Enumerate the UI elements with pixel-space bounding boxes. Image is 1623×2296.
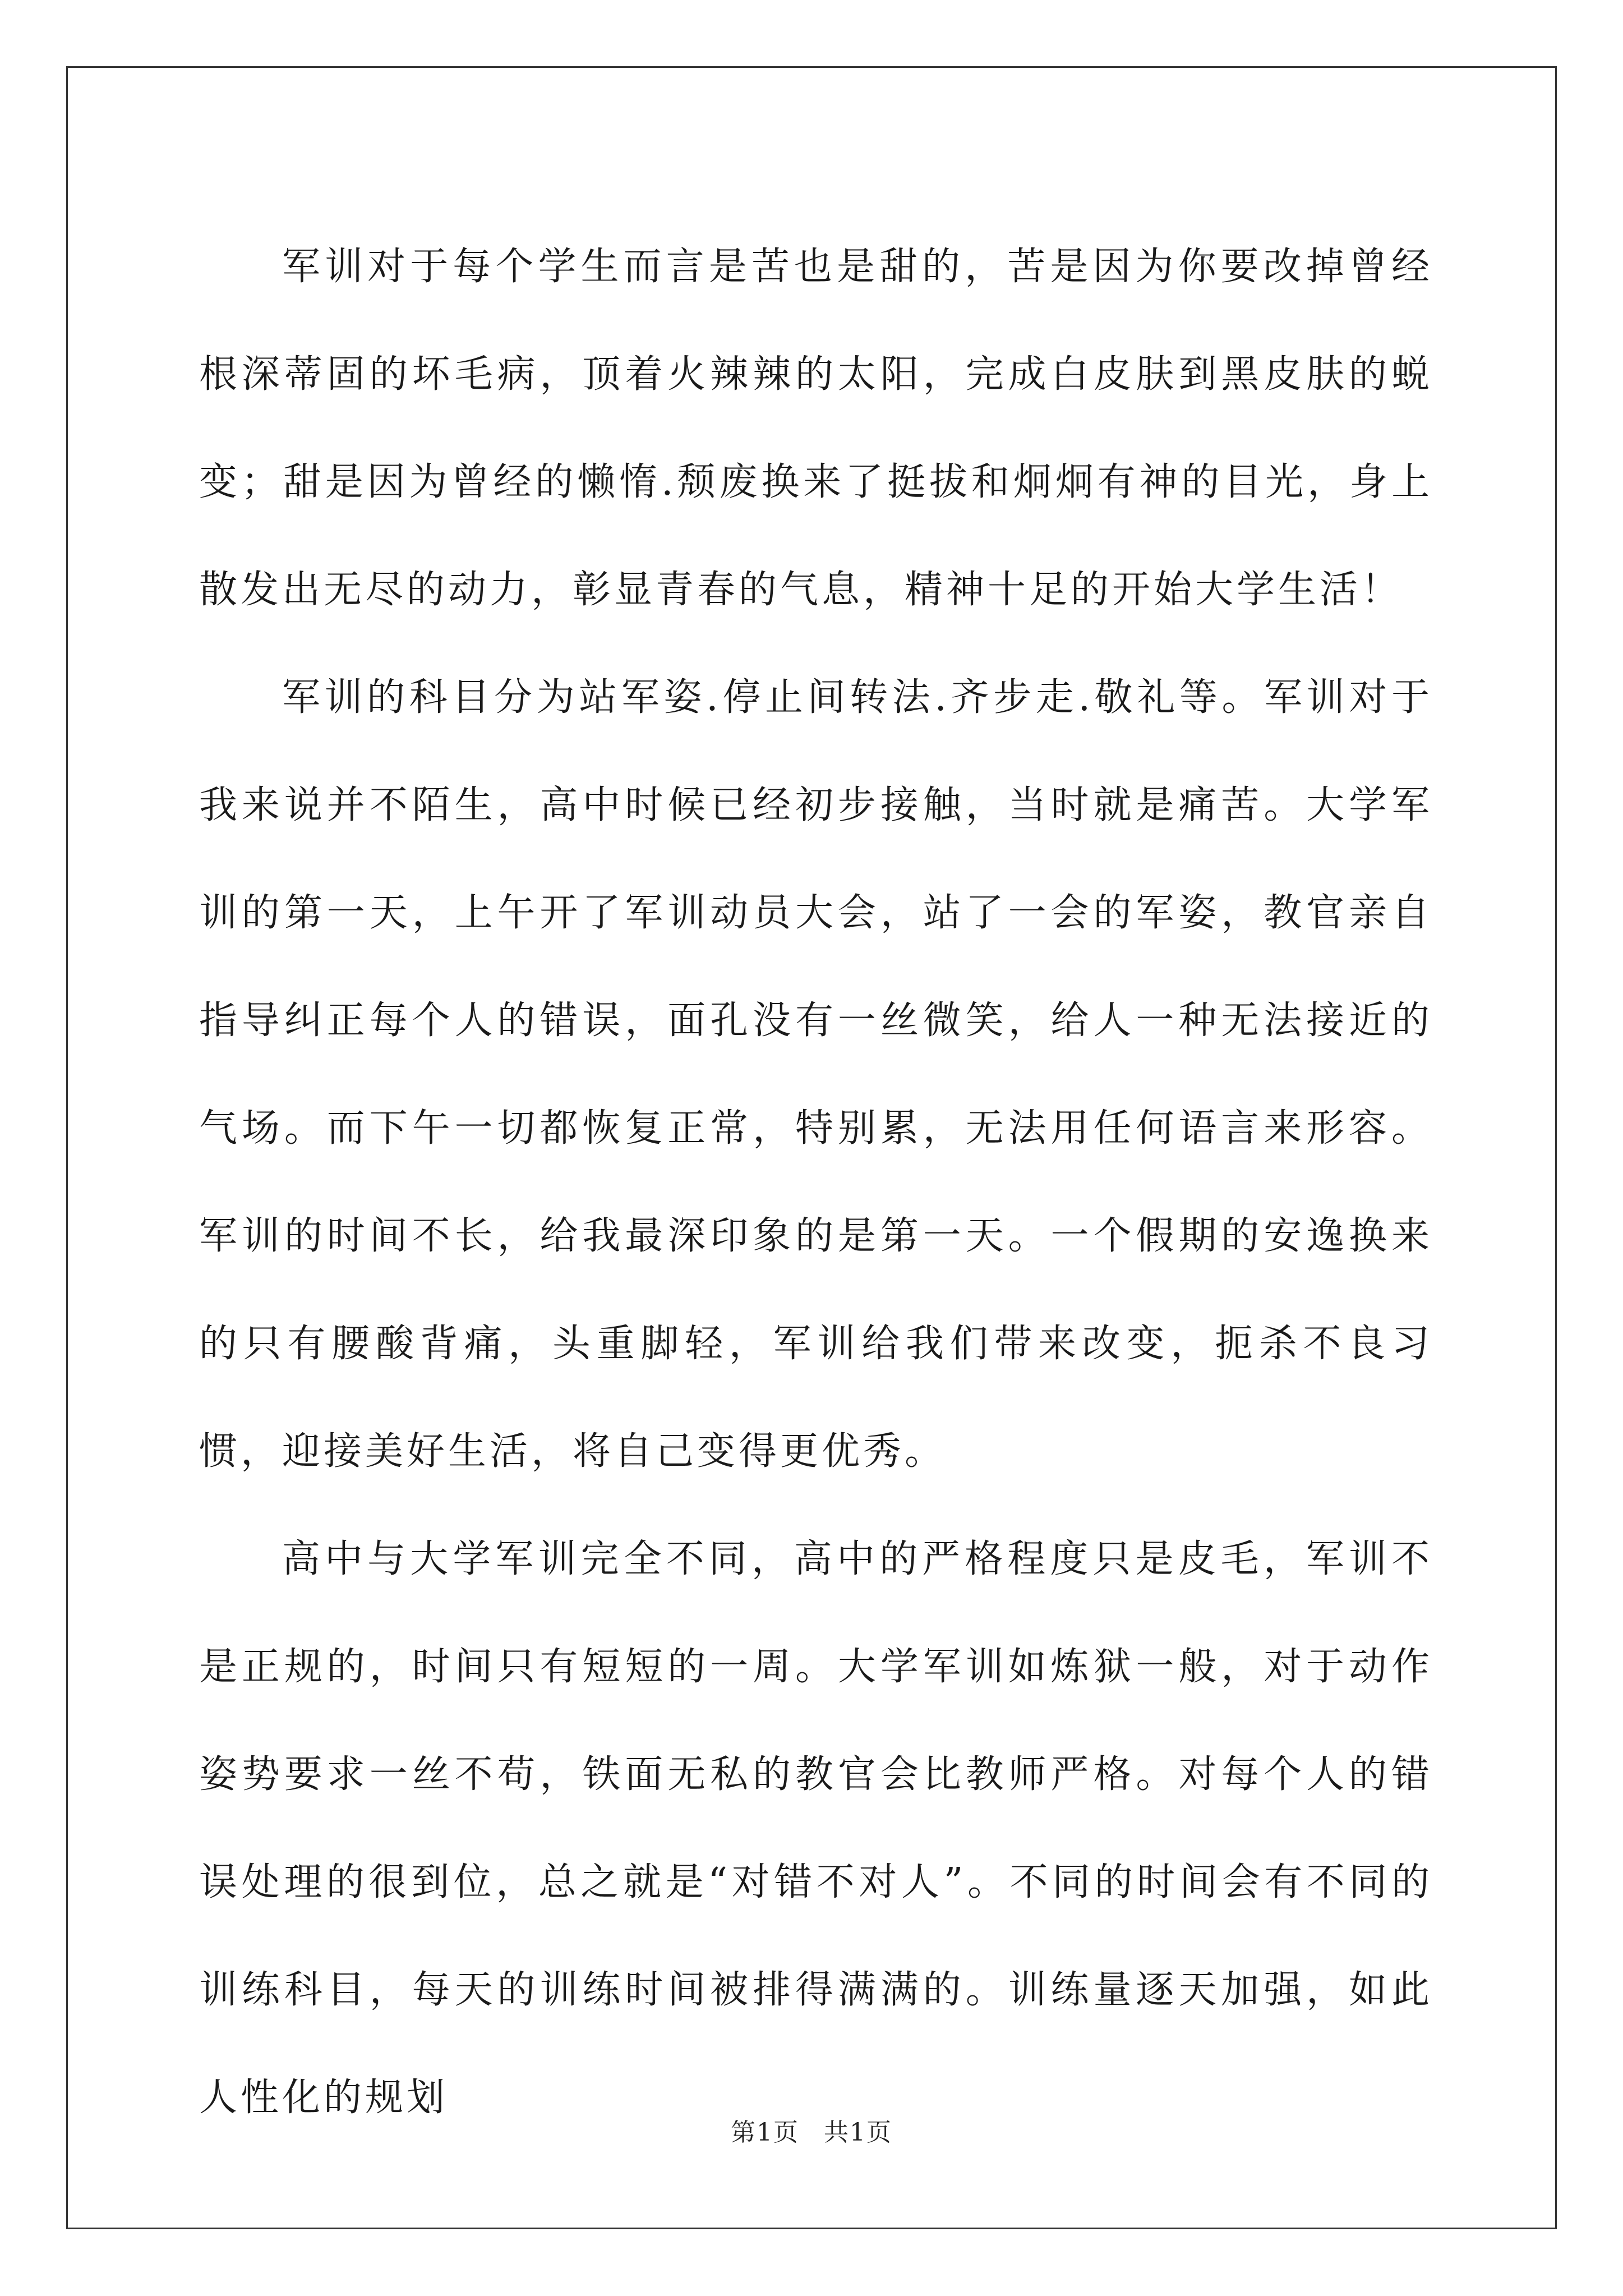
- page-total: 共1页: [824, 2118, 892, 2147]
- page-number: 第1页: [731, 2118, 799, 2147]
- paragraph-3: 高中与大学军训完全不同，高中的严格程度只是皮毛，军训不是正规的，时间只有短短的一周。大学军训如炼狱一般，对于动作姿势要求一丝不苟，铁面无私的教官会比教师严格。对每个人的错误处理的很到位，总之就是“对错不对人”。不同的时间会有不同的训练科目，每天的训练时间被排得满满的。训练量逐天加强，如此人性化的规划: [199, 1537, 1433, 2120]
- document-body: [199, 213, 1433, 2152]
- page-footer: [0, 2112, 1623, 2148]
- paragraph-1: 军训对于每个学生而言是苦也是甜的，苦是因为你要改掉曾经根深蒂固的坏毛病，顶着火辣辣的太阳，完成白皮肤到黑皮肤的蜕变；甜是因为曾经的懒惰.颓废换来了挺拔和炯炯有神的目光，身上散发出无尽的动力，彰显青春的气息，精神十足的开始大学生活！: [199, 245, 1433, 612]
- paragraph-2: 军训的科目分为站军姿.停止间转法.齐步走.敬礼等。军训对于我来说并不陌生，高中时候已经初步接触，当时就是痛苦。大学军训的第一天，上午开了军训动员大会，站了一会的军姿，教官亲自指导纠正每个人的错误，面孔没有一丝微笑，给人一种无法接近的气场。而下午一切都恢复正常，特别累，无法用任何语言来形容。军训的时间不长，给我最深印象的是第一天。一个假期的安逸换来的只有腰酸背痛，头重脚轻，军训给我们带来改变，扼杀不良习惯，迎接美好生活，将自己变得更优秀。: [199, 675, 1433, 1474]
